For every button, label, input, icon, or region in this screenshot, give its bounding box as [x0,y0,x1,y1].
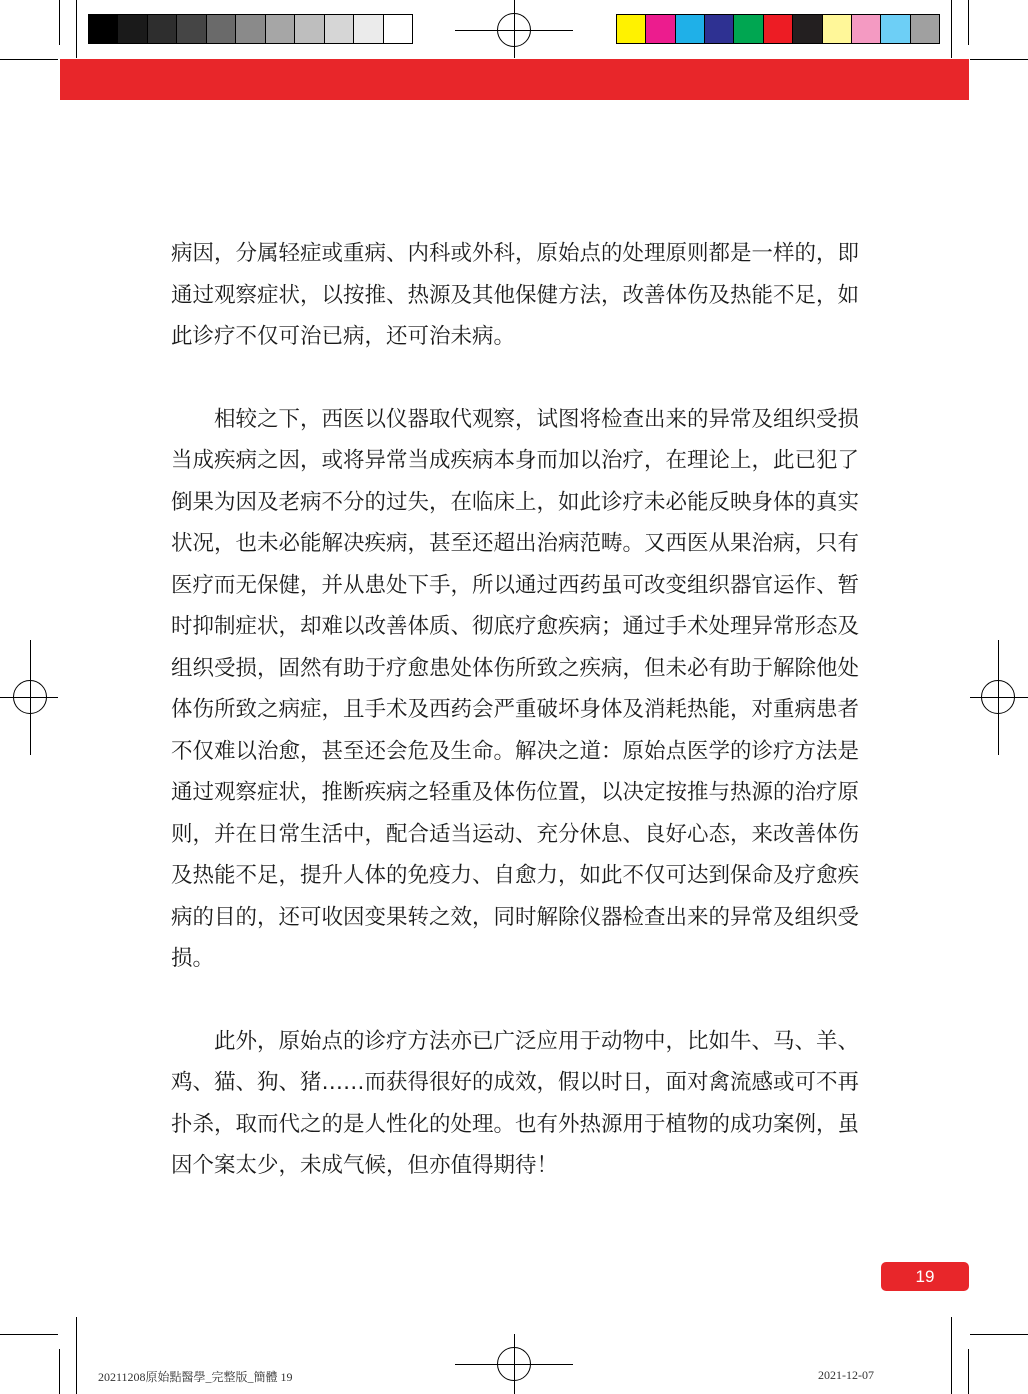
paragraph: 相较之下，西医以仪器取代观察，试图将检查出来的异常及组织受损当成疾病之因，或将异常当成疾病本身而加以治疗，在理论上，此已犯了倒果为因及老病不分的过失，在临床上，如此诊疗未必能反映身体的真实状况，也未必能解决疾病，甚至还超出治病范畴。又西医从果治病，只有医疗而无保健，并从患处下手，所以通过西药虽可改变组织器官运作、暂时抑制症状，却难以改善体质、彻底疗愈疾病；通过手术处理异常形态及组织受损，固然有助于疗愈患处体伤所致之疾病，但未必有助于解除他处体伤所致之病症，且手术及西药会严重破坏身体及消耗热能，对重病患者不仅难以治愈，甚至还会危及生命。解决之道：原始点医学的诊疗方法是通过观察症状，推断疾病之轻重及体伤位置，以决定按推与热源的治疗原则，并在日常生活中，配合适当运动、充分休息、良好心态，来改善体伤及热能不足，提升人体的免疫力、自愈力，如此不仅可达到保命及疗愈疾病的目的，还可收因变果转之效，同时解除仪器检查出来的异常及组织受损。 [171,406,860,971]
gray-swatch [354,15,383,43]
color-swatch [764,15,793,43]
paragraph: 此外，原始点的诊疗方法亦已广泛应用于动物中，比如牛、马、羊、鸡、猫、狗、猪……而获得很好的成效，假以时日，面对禽流感或可不再扑杀，取而代之的是人性化的处理。也有外热源用于植物的成功案例，虽因个案太少，未成气候，但亦值得期待！ [171,1028,860,1178]
crop-mark [968,1349,969,1394]
crop-mark [970,1334,1028,1335]
crop-mark [970,59,1028,60]
crop-mark [951,0,952,58]
color-swatch [617,15,646,43]
gray-swatch [266,15,295,43]
color-swatch [881,15,910,43]
color-swatch [646,15,675,43]
color-calibration-strip [616,14,940,44]
crop-mark [76,0,77,58]
registration-crosshair [514,1334,515,1394]
color-swatch [911,15,939,43]
grayscale-calibration-strip [88,14,413,44]
registration-crosshair [998,640,999,755]
crop-mark [951,1317,952,1394]
footer-date: 2021-12-07 [818,1368,874,1382]
gray-swatch [384,15,412,43]
gray-swatch [148,15,177,43]
paragraph: 病因，分属轻症或重病、内科或外科，原始点的处理原则都是一样的，即通过观察症状，以按推、热源及其他保健方法，改善体伤及热能不足，如此诊疗不仅可治已病，还可治未病。 [171,241,860,349]
gray-swatch [236,15,265,43]
registration-crosshair [30,640,31,755]
header-banner [60,59,969,100]
gray-swatch [177,15,206,43]
footer-file-label: 20211208原始點醫學_完整版_簡體 19 [98,1370,293,1384]
registration-crosshair [970,697,1028,698]
color-swatch [793,15,822,43]
gray-swatch [207,15,236,43]
color-swatch [676,15,705,43]
gray-swatch [295,15,324,43]
crop-mark [76,1317,77,1394]
crop-mark [0,59,58,60]
crop-mark [59,1349,60,1394]
registration-crosshair [514,0,515,58]
article-body [171,233,859,1187]
gray-swatch [89,15,118,43]
crop-mark [0,1334,58,1335]
crop-mark [59,0,60,45]
registration-crosshair [0,697,58,698]
page-number: 19 [881,1262,969,1291]
color-swatch [823,15,852,43]
gray-swatch [325,15,354,43]
color-swatch [705,15,734,43]
color-swatch [852,15,881,43]
crop-mark [968,0,969,45]
color-swatch [734,15,763,43]
gray-swatch [118,15,147,43]
